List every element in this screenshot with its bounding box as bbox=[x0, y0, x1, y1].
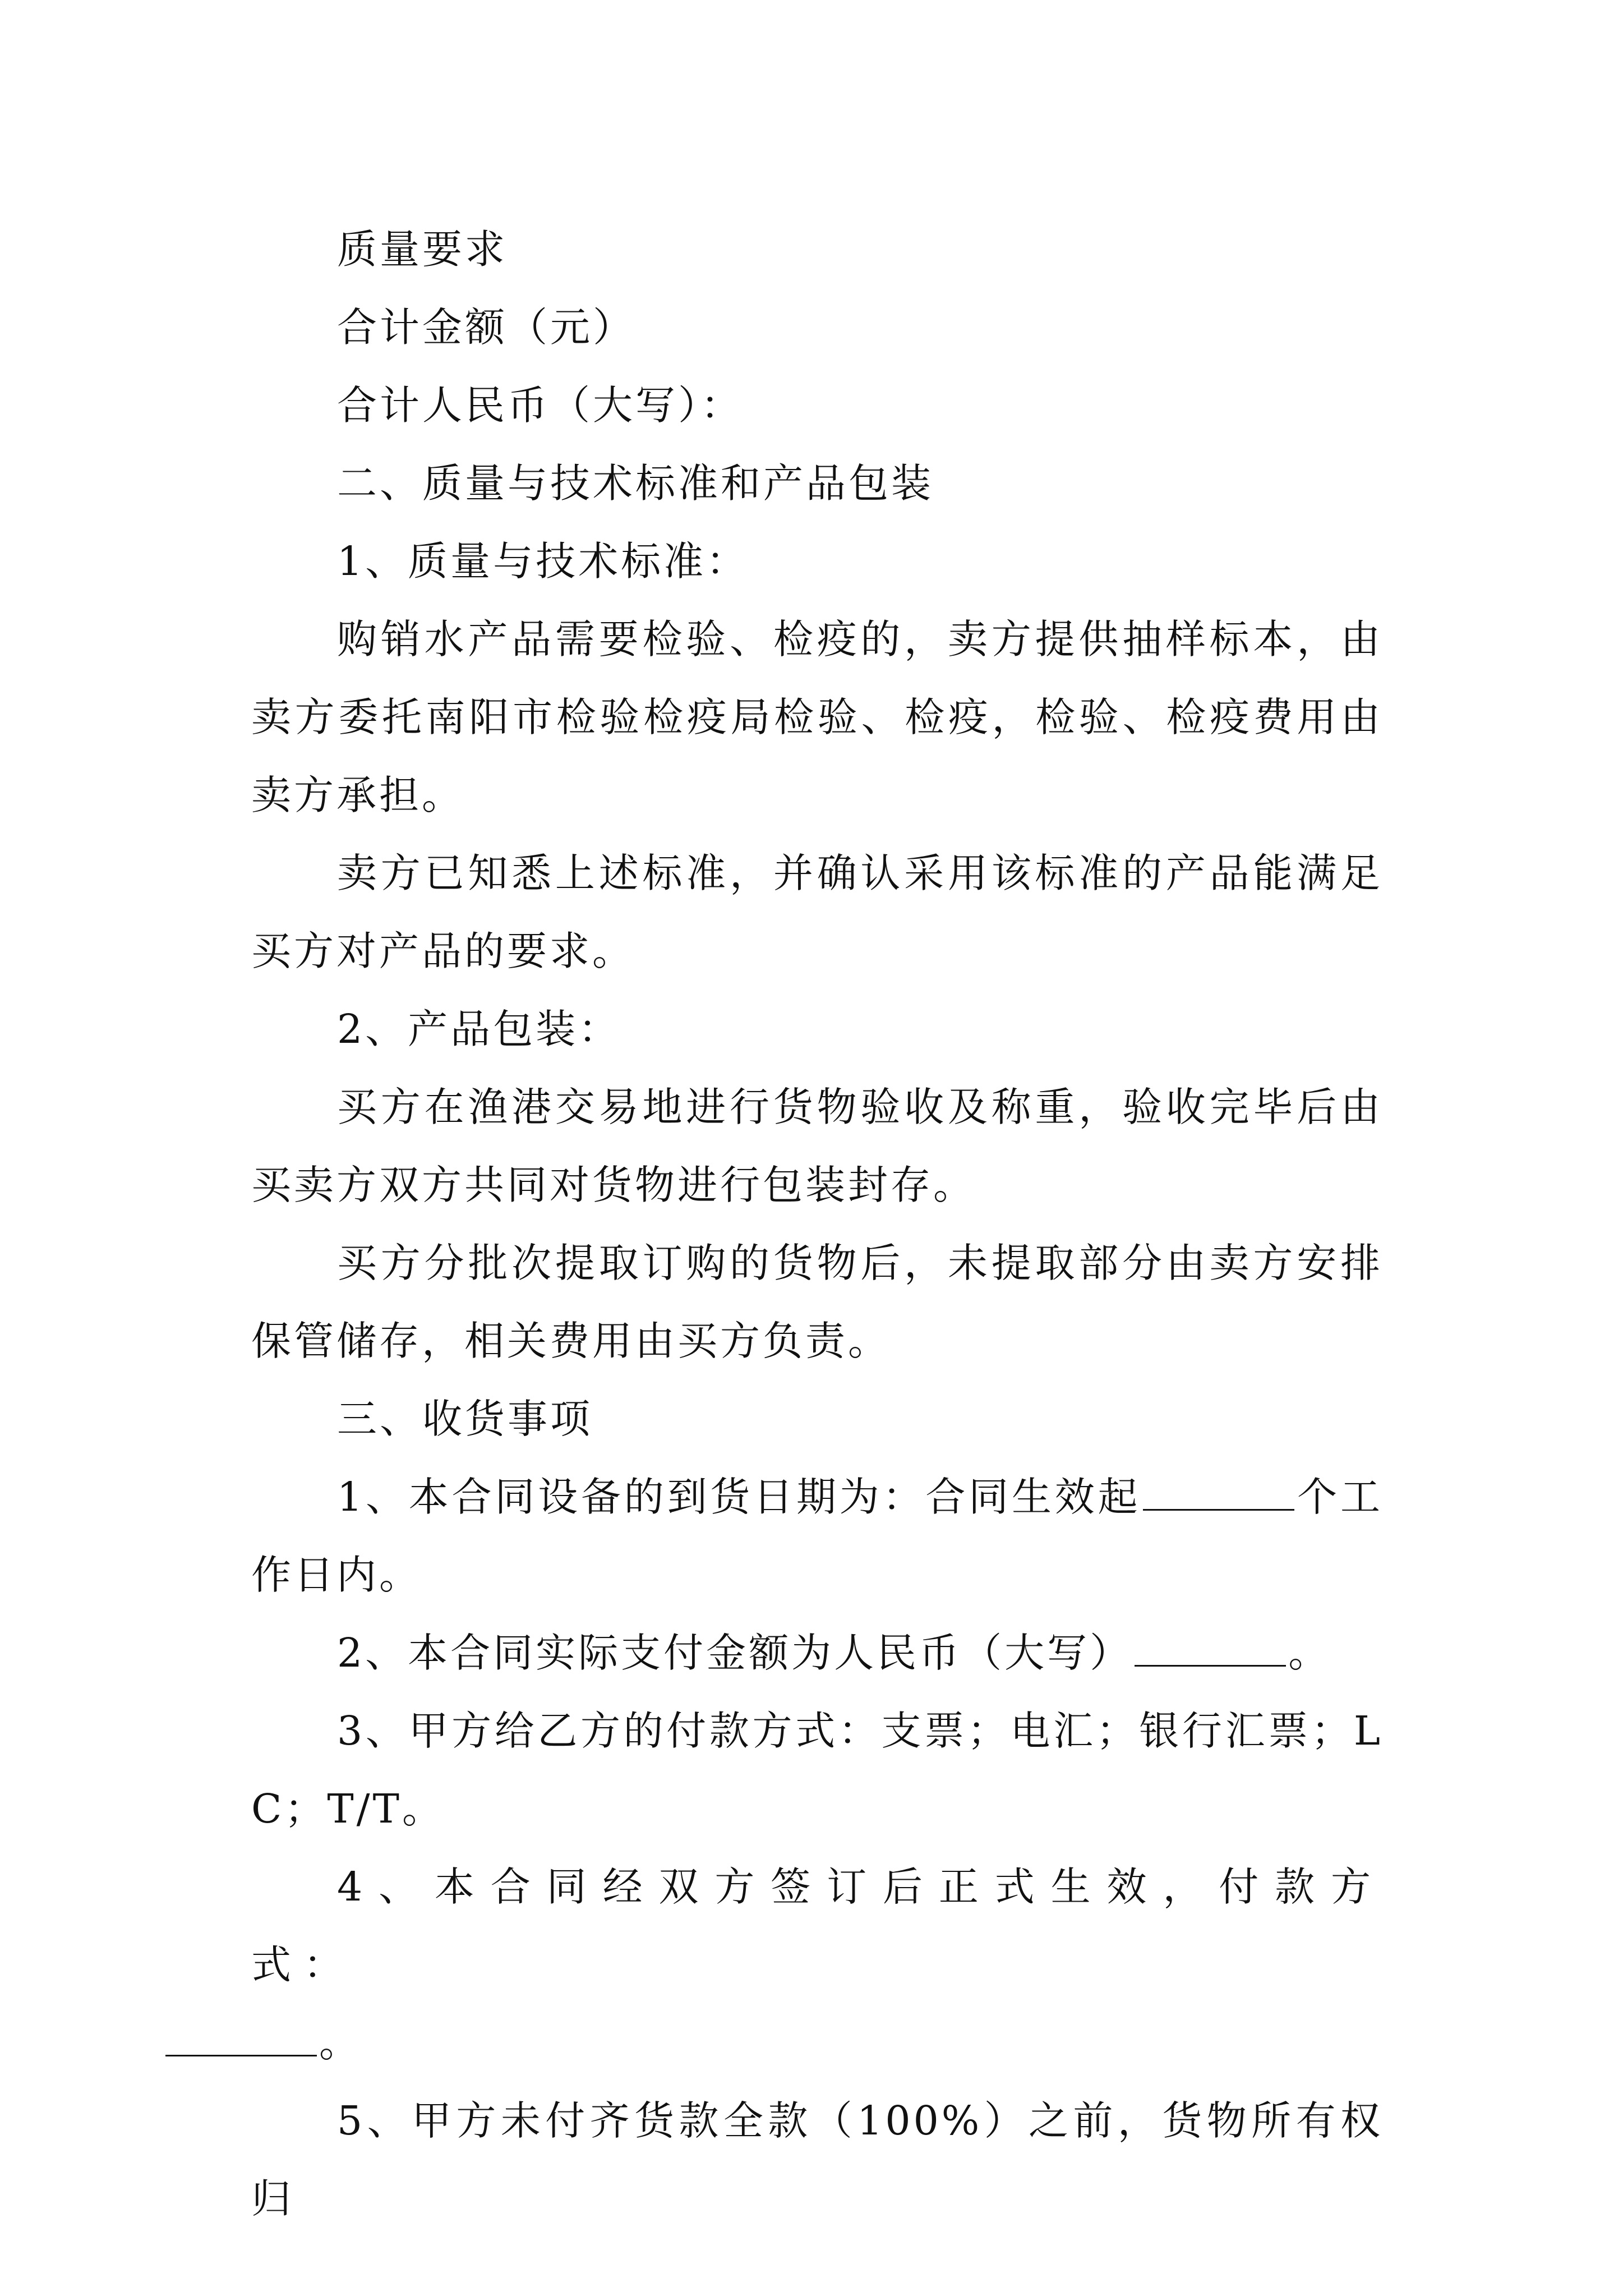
paragraph-batch-pickup-storage: 买方分批次提取订购的货物后，未提取部分由卖方安排保管储存，相关费用由买方负责。 bbox=[251, 1240, 1383, 1364]
blank-workdays bbox=[1143, 1473, 1294, 1511]
clause-actual-amount-before: 2、本合同实际支付金额为人民币（大写） bbox=[337, 1630, 1133, 1676]
section-heading-receiving: 三、收货事项 bbox=[337, 1396, 593, 1442]
document-body bbox=[251, 210, 1383, 2238]
clause-delivery-date-before: 1、本合同设备的到货日期为：合同生效起 bbox=[337, 1474, 1141, 1520]
paragraph-quality-requirements: 质量要求 bbox=[337, 226, 508, 273]
blank-amount-uppercase bbox=[1135, 1629, 1286, 1667]
paragraph-total-amount: 合计金额（元） bbox=[337, 304, 636, 351]
subheading-quality-technical-standard: 1、质量与技术标准： bbox=[337, 538, 749, 585]
paragraph-total-rmb-uppercase: 合计人民币（大写）： bbox=[337, 382, 744, 429]
section-heading-quality-packaging: 二、质量与技术标准和产品包装 bbox=[337, 460, 934, 507]
subheading-product-packaging: 2、产品包装： bbox=[337, 1006, 621, 1052]
clause-payment-methods: 3、甲方给乙方的付款方式：支票；电汇；银行汇票；LC；T/T。 bbox=[251, 1708, 1383, 1832]
clause-effective-payment-after: 。 bbox=[319, 2019, 372, 2066]
clause-delivery-date bbox=[251, 1458, 1383, 1614]
paragraph-seller-acknowledgement: 卖方已知悉上述标准，并确认采用该标准的产品能满足买方对产品的要求。 bbox=[251, 850, 1383, 974]
clause-effective-payment bbox=[251, 1848, 1383, 2082]
clause-actual-amount bbox=[251, 1614, 1383, 1692]
paragraph-acceptance-weighing: 买方在渔港交易地进行货物验收及称重，验收完毕后由买卖方双方共同对货物进行包装封存。 bbox=[251, 1084, 1383, 1208]
clause-actual-amount-after: 。 bbox=[1288, 1630, 1331, 1676]
clause-effective-payment-before: 4、本合同经双方签订后正式生效，付款方式： bbox=[251, 1864, 1383, 1988]
blank-payment-method bbox=[165, 2019, 317, 2056]
paragraph-inspection: 购销水产品需要检验、检疫的，卖方提供抽样标本，由卖方委托南阳市检验检疫局检验、检疫，检验、检疫费用由卖方承担。 bbox=[251, 616, 1383, 818]
clause-ownership: 5、甲方未付齐货款全款（100%）之前，货物所有权归 bbox=[251, 2097, 1383, 2222]
clause-delivery-date-after: 个工作日内。 bbox=[251, 1474, 1383, 1598]
